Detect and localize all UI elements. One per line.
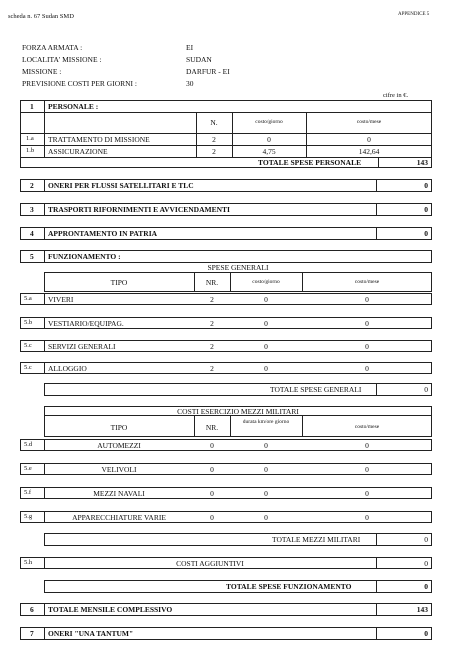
mezzi-row-label: APPARECCHIATURE VARIE [72,513,166,522]
mezzi-row-mese: 0 [365,489,369,498]
divider [20,112,432,113]
mezzi-row-giorno: 0 [264,465,268,474]
totale-sg-label: TOTALE SPESE GENERALI [270,385,362,394]
sg-row-code: 5.a [24,295,32,302]
s1-col-giorno: costo/giorno [255,119,283,125]
divider [376,179,377,192]
totale-mezzi-label: TOTALE MEZZI MILITARI [272,535,361,544]
mezzi-row-label: MEZZI NAVALI [93,489,145,498]
sg-row-code: 5.c [24,342,32,349]
totale-sg-value: 0 [424,385,428,394]
divider [20,157,432,158]
s3-value: 0 [424,205,428,214]
s7-num: 7 [30,629,34,638]
sg-row-label: VESTIARIO/EQUIPAG. [48,319,124,328]
sg-row-giorno: 0 [264,295,268,304]
mezzi-row-giorno: 0 [264,489,268,498]
missione-label: MISSIONE : [22,67,62,76]
sg-row-code: 5.b [24,319,33,326]
divider [230,415,231,437]
mezzi-row-nr: 0 [210,441,214,450]
sg-row-nr: 2 [210,295,214,304]
sg-col-nr: NR. [205,278,219,287]
divider [376,603,377,616]
s5-title: FUNZIONAMENTO : [48,252,121,261]
s2-title: ONERI PER FLUSSI SATELLITARI E TLC [48,181,194,190]
s1-title: PERSONALE : [48,102,99,111]
divider [376,227,377,240]
sg-row-giorno: 0 [264,342,268,351]
sg-row-giorno: 0 [264,364,268,373]
sg-row-label: VIVERI [48,295,74,304]
mezzi-col-tipo: TIPO [110,423,128,432]
divider [44,179,45,192]
sg-row-mese: 0 [365,319,369,328]
mezzi-row-nr: 0 [210,465,214,474]
sg-col-giorno: costo/giorno [252,279,280,285]
agg-label: COSTI AGGIUNTIVI [176,559,244,568]
sg-row-nr: 2 [210,319,214,328]
divider [44,293,45,305]
mezzi-row-code: 5.f [24,489,32,496]
divider [44,317,45,329]
s1-row-code: 1.b [26,147,35,154]
sg-row-mese: 0 [365,295,369,304]
agg-value: 0 [424,559,428,568]
divider [20,145,432,146]
forza-label: FORZA ARMATA : [22,43,83,52]
divider [376,627,377,640]
s4-value: 0 [424,229,428,238]
sg-row-giorno: 0 [264,319,268,328]
mezzi-row-mese: 0 [365,441,369,450]
mezzi-row-label: AUTOMEZZI [97,441,141,450]
s6-num: 6 [30,605,34,614]
mezzi-row-code: 5.g [24,513,33,520]
divider [376,203,377,216]
divider [376,580,377,593]
mezzi-col-mese: costo/mese [354,424,380,430]
s1-row-giorno: 0 [267,135,271,144]
localita-label: LOCALITA' MISSIONE : [22,55,102,64]
mezzi-row-nr: 0 [210,489,214,498]
sg-row-mese: 0 [365,342,369,351]
sg-row-nr: 2 [210,364,214,373]
divider [44,603,45,616]
scheda-label: scheda n. 67 Sudan SMD [8,13,74,20]
s1-row-code: 1.a [26,135,34,142]
s1-row-label: TRATTAMENTO DI MISSIONE [48,135,150,144]
totale-mezzi-row [44,533,432,546]
localita-value: SUDAN [186,55,212,64]
mezzi-row-nr: 0 [210,513,214,522]
divider [378,157,379,168]
s1-col-n: N. [210,118,218,127]
mezzi-row-label: VELIVOLI [101,465,137,474]
s4-title: APPRONTAMENTO IN PATRIA [48,229,158,238]
s4-num: 4 [30,229,34,238]
missione-value: DARFUR - EI [186,67,230,76]
mezzi-title: COSTI ESERCIZIO MEZZI MILITARI [177,407,299,416]
divider [376,557,377,569]
s2-value: 0 [424,181,428,190]
s1-col-mese: costo/mese [356,119,382,125]
mezzi-row-mese: 0 [365,465,369,474]
s6-title: TOTALE MENSILE COMPLESSIVO [48,605,173,614]
sg-row-nr: 2 [210,342,214,351]
divider [20,133,432,134]
mezzi-row-code: 5.d [24,441,33,448]
sg-col-mese: costo/mese [354,279,380,285]
mezzi-col-durata: durata km/ore giorno [242,419,290,425]
sg-row-label: ALLOGGIO [48,364,87,373]
previsione-label: PREVISIONE COSTI PER GIORNI : [22,79,138,88]
divider [44,250,45,263]
sg-row-code: 5.c [24,364,32,371]
s7-title: ONERI "UNA TANTUM" [48,629,134,638]
divider [44,340,45,352]
s1-row-n: 2 [212,147,216,156]
s5-num: 5 [30,252,34,261]
mezzi-row-giorno: 0 [264,513,268,522]
s7-value: 0 [424,629,428,638]
appendice-label: APPENDICE 5 [398,12,430,17]
mezzi-col-nr: NR. [205,423,219,432]
mezzi-row-mese: 0 [365,513,369,522]
s2-num: 2 [30,181,34,190]
sg-row-label: SERVIZI GENERALI [48,342,116,351]
totale-mezzi-value: 0 [424,535,428,544]
s3-title: TRASPORTI RIFORNIMENTI E AVVICENDAMENTI [48,205,230,214]
divider [44,627,45,640]
s6-value: 143 [416,605,428,614]
sg-col-tipo: TIPO [110,278,128,287]
s1-total-label: TOTALE SPESE PERSONALE [258,158,362,167]
s3-num: 3 [30,205,34,214]
divider [44,362,45,374]
divider [44,227,45,240]
divider [376,383,377,396]
divider [44,203,45,216]
s1-num: 1 [30,102,34,111]
sg-row-mese: 0 [365,364,369,373]
mezzi-row-code: 5.e [24,465,32,472]
spese-generali-title: SPESE GENERALI [207,263,269,272]
forza-value: EI [186,43,194,52]
previsione-value: 30 [186,79,194,88]
totale-funz-label: TOTALE SPESE FUNZIONAMENTO [226,582,352,591]
mezzi-row-giorno: 0 [264,441,268,450]
s1-row-n: 2 [212,135,216,144]
divider [376,533,377,546]
s1-row-label: ASSICURAZIONE [48,147,108,156]
divider [44,100,45,158]
totale-funz-value: 0 [424,582,428,591]
cifre-label: cifre in €. [383,92,409,99]
s1-row-mese: 142,64 [358,147,380,156]
s1-row-mese: 0 [367,135,371,144]
s1-total-value: 143 [416,158,428,167]
s1-row-giorno: 4,75 [262,147,276,156]
agg-code: 5.h [24,559,33,566]
totale-sg-row [44,383,432,396]
